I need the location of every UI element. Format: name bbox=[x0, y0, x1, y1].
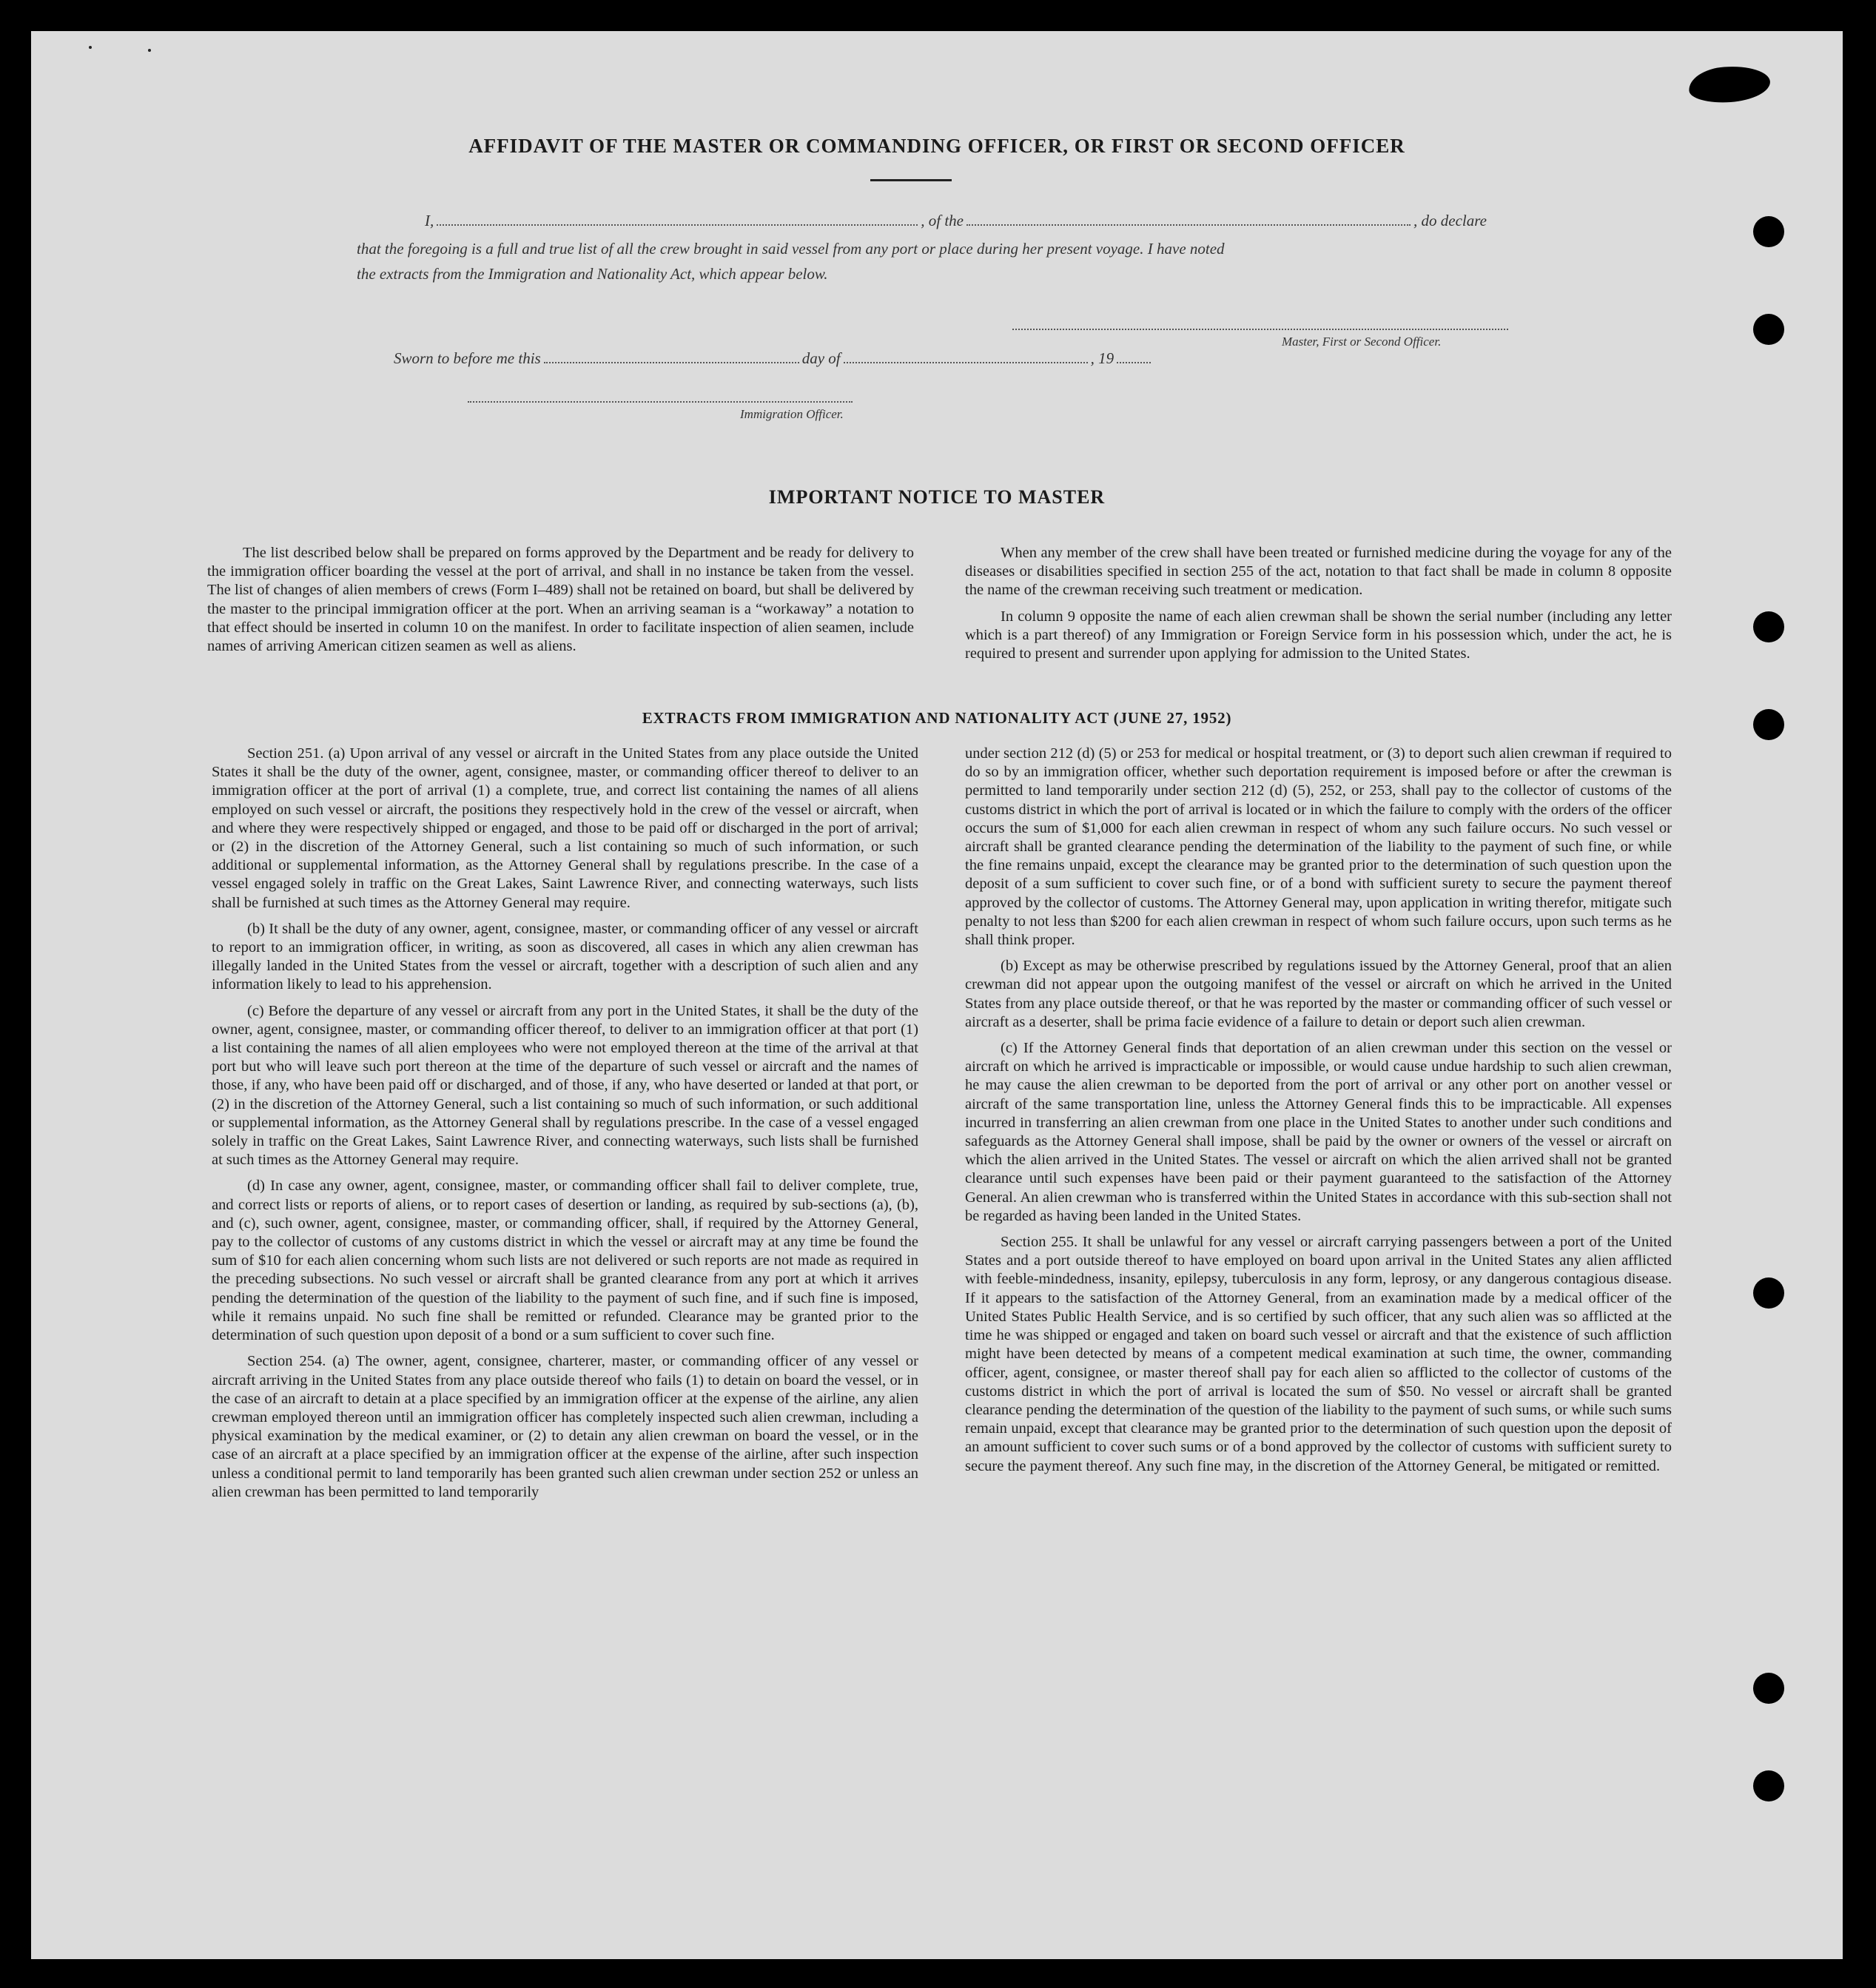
do-declare-label: , do declare bbox=[1413, 212, 1487, 229]
notice-left-column bbox=[207, 544, 914, 663]
punch-hole bbox=[1753, 1277, 1784, 1309]
notice-paragraph: In column 9 opposite the name of each alien crewman shall be shown the serial number (including any letter which is a part thereof) of any Immigration or Foreign Service form in his possession which, under the act, he is required to present and surrender upon applying for admission to the United States. bbox=[965, 608, 1672, 662]
extracts-right-column bbox=[965, 745, 1672, 1483]
extract-paragraph: (c) If the Attorney General finds that deportation of an alien crewman under this section on the vessel or aircraft on which he arrived is impracticable or impossible, or would cause undue hardship to such alien crewman, he may cause the alien crewman to be deported from the port of arrival or any other port on another vessel or aircraft of the same transportation line, unless the Attorney General finds this to be impracticable. All expenses incurred in transferring an alien crewman from one place in the United States to another under such conditions and safeguards as the Attorney General shall impose, shall be paid by the owner or owners of the vessel or aircraft on which the alien arrived in the United States. The vessel or aircraft on which the alien arrived shall not be granted clearance until such expenses have been paid or their payment guaranteed to the satisfaction of the Attorney General. An alien crewman who is transferred within the United States in accordance with this sub-section shall not be regarded as having been landed in the United States. bbox=[965, 1040, 1672, 1224]
affidavit-name-line bbox=[425, 212, 1487, 230]
officer-signature-line[interactable] bbox=[468, 401, 853, 403]
name-field[interactable] bbox=[437, 224, 918, 226]
title-underline bbox=[870, 179, 952, 181]
notice-paragraph: When any member of the crew shall have been treated or furnished medicine during the voyage for any of the diseases or disabilities specified in section 255 of the act, notation to that fact shall be made in column 8 opposite the name of the crewman receiving such treatment or medication. bbox=[965, 545, 1672, 599]
sworn-month-field[interactable] bbox=[844, 361, 1088, 363]
vessel-field[interactable] bbox=[966, 224, 1411, 226]
extract-paragraph: Section 251. (a) Upon arrival of any vessel or aircraft in the United States from any place outside the United States it shall be the duty of the owner, agent, consignee, master, or commanding officer thereof to deliver to an immigration officer at the port of arrival (1) a complete, true, and correct list containing the names of all aliens employed on such vessel or aircraft, the positions they respectively hold in the crew of the vessel or aircraft, when and where they were respectively shipped or engaged, and those to be paid off or discharged in the port of arrival; or (2) in the discretion of the Attorney General, such a list containing so much of such information, or such additional or supplemental information, as the Attorney General shall by regulations prescribe. In the case of a vessel engaged solely in traffic on the Great Lakes, Saint Lawrence River, and connecting waterways, such lists shall be furnished at such times as the Attorney General may require. bbox=[212, 745, 918, 911]
notice-heading: IMPORTANT NOTICE TO MASTER bbox=[768, 486, 1106, 508]
extracts-heading: EXTRACTS FROM IMMIGRATION AND NATIONALITY ACT (JUNE 27, 1952) bbox=[642, 709, 1232, 727]
i-label: I, bbox=[425, 212, 434, 229]
ink-blot bbox=[1687, 64, 1771, 105]
extract-paragraph: under section 212 (d) (5) or 253 for medical or hospital treatment, or (3) to deport such alien crewman if required to do so by an immigration officer, whether such deportation requirement is imposed before or after the crewman is permitted to land temporarily under section 212 (d) (5), 252, or 253, shall pay to the collector of customs of the customs district in which the port of arrival is located or in which the failure to comply with the orders of the officer occurs the sum of $1,000 for each alien crewman in respect of whom any such failure occurs. No such vessel or aircraft shall be granted clearance pending the determination of the liability to the payment of such fine, or while the fine remains unpaid, except the clearance may be granted prior to the determination of such question upon the deposit of a sum sufficient to cover such fine, or of a bond with sufficient surety to secure the payment thereof approved by the collector of customs. The Attorney General may, upon application in writing therefor, mitigate such penalty to not less than $200 for each alien crewman in respect of whom such failure occurs, upon such terms as he shall think proper. bbox=[965, 745, 1672, 949]
extract-paragraph: (b) Except as may be otherwise prescribed by regulations issued by the Attorney General, proof that an alien crewman did not appear upon the outgoing manifest of the vessel or aircraft on which he arrived in the United States from any place outside thereof, or that he was reported by the master or commanding officer of such vessel or aircraft as a deserter, shall be prima facie evidence of a failure to detain or deport such alien crewman. bbox=[965, 958, 1672, 1030]
extract-paragraph: (c) Before the departure of any vessel or aircraft from any port in the United States, it shall be the duty of the owner, agent, consignee, master, or commanding officer thereof, to deliver to an immigration officer at that port (1) a list containing the names of all alien employees who were not employed thereon at the time of the arrival at that port but who will leave such port thereon at the time of the departure of such vessel or aircraft and the names of those, if any, who have been paid off or discharged, and of those, if any, who have deserted or landed at that port, or (2) in the discretion of the Attorney General, such a list containing so much of such information, or such additional or supplemental information, as the Attorney General shall by regulations prescribe. In the case of a vessel engaged solely in traffic on the Great Lakes, Saint Lawrence River, and connecting waterways, such lists shall be furnished at such times as the Attorney General may require. bbox=[212, 1002, 918, 1169]
sworn-day-field[interactable] bbox=[544, 361, 799, 363]
punch-hole bbox=[1753, 1673, 1784, 1704]
extract-paragraph: Section 254. (a) The owner, agent, consignee, charterer, master, or commanding officer of any vessel or aircraft arriving in the United States from any place outside thereof who fails (1) to detain on board the vessel, or in the case of an aircraft to detain at a place specified by an immigration officer at the expense of the airline, any alien crewman employed thereon until an immigration officer has completely inspected such alien crewman, including a physical examination by the medical examiner, or (2) to detain any alien crewman on board the vessel, or in the case of an aircraft at a place specified by an immigration officer at the expense of the airline, after such inspection unless a conditional permit to land temporarily has been granted such alien crewman under section 252 or unless an alien crewman has been permitted to land temporarily bbox=[212, 1353, 918, 1500]
extract-paragraph: (b) It shall be the duty of any owner, agent, consignee, master, or commanding officer of any vessel or aircraft to report to an immigration officer, in writing, as soon as discovered, all cases in which any alien crewman has illegally landed in the United States from the vessel or aircraft, together with a description of such alien and any information likely to lead to his apprehension. bbox=[212, 920, 918, 993]
declaration-line-2: the extracts from the Immigration and Nationality Act, which appear below. bbox=[357, 265, 828, 283]
extract-paragraph: (d) In case any owner, agent, consignee, master, or commanding officer shall fail to deliver complete, true, and correct lists or reports of aliens, or to report cases of desertion or landing, as required by sub-sections (a), (b), and (c), such owner, agent, consignee, master, or commanding officer, shall, if required by the Attorney General, pay to the collector of customs of any customs district in which the vessel or aircraft may at any time be found the sum of $10 for each alien concerning whom such lists are not delivered or such reports are not made as required in the preceding subsections. No such vessel or aircraft shall be granted clearance from any port at which it arrives pending the determination of the question of the liability to the payment of such fine, and if such fine is imposed, while it remains unpaid. No such fine shall be remitted or refunded. Clearance may be granted prior to the determination of such question upon deposit of a bond or a sum sufficient to cover such fine. bbox=[212, 1178, 918, 1344]
document-page bbox=[31, 31, 1843, 1959]
sworn-year-field[interactable] bbox=[1117, 361, 1151, 363]
declaration-line-1: that the foregoing is a full and true list of all the crew brought in said vessel from any port or place during her present voyage. I have noted bbox=[357, 240, 1225, 258]
punch-hole bbox=[1753, 216, 1784, 247]
sworn-line bbox=[394, 349, 1154, 368]
dust-speck bbox=[89, 46, 92, 49]
dust-speck bbox=[148, 49, 151, 52]
notice-right-column bbox=[965, 544, 1672, 671]
punch-hole bbox=[1753, 1770, 1784, 1801]
extract-paragraph: Section 255. It shall be unlawful for any vessel or aircraft carrying passengers between a port of the United States and a port outside thereof to have employed on board upon arrival in the United States any alien afflicted with feeble-mindedness, insanity, epilepsy, tuberculosis in any form, leprosy, or any dangerous contagious disease. If it appears to the satisfaction of the Attorney General, from an examination made by a medical officer of the United States Public Health Service, and is so certified by such officer, that any such alien was so afflicted at the time he was shipped or engaged and taken on board such vessel or aircraft and that the existence of such affliction might have been detected by means of a competent medical examination at such time, the owner, commanding officer, agent, consignee, or master thereof shall pay for each alien so afflicted to the collector of customs of the customs district in which the port of arrival is located the sum of $50. No vessel or aircraft shall be granted clearance pending the determination of the question of the liability to the payment of such sums, or while such sums remain unpaid, except that clearance may be granted prior to the determination of such question upon the deposit of an amount sufficient to cover such sums or of a bond approved by the collector of customs with sufficient surety to secure the payment thereof. Any such fine may, in the discretion of the Attorney General, be mitigated or remitted. bbox=[965, 1234, 1672, 1474]
year-label: , 19 bbox=[1090, 349, 1114, 367]
affidavit-title: AFFIDAVIT OF THE MASTER OR COMMANDING OFFICER, OR FIRST OR SECOND OFFICER bbox=[468, 135, 1405, 157]
notice-paragraph: The list described below shall be prepared on forms approved by the Department and be ready for delivery to the immigration officer boarding the vessel at the port of arrival, and shall in no instance be taken from the vessel. The list of changes of alien members of crews (Form I–489) shall not be retained on board, but shall be delivered by the master to the principal immigration officer at the port. When an arriving seaman is a “workaway” a notation to that effect should be inserted in column 10 on the manifest. In order to facilitate inspection of alien seamen, include names of arriving American citizen seamen as well as aliens. bbox=[207, 545, 914, 655]
extracts-left-column bbox=[212, 745, 918, 1509]
punch-hole bbox=[1753, 314, 1784, 345]
of-the-label: , of the bbox=[921, 212, 964, 229]
officer-signature-label: Immigration Officer. bbox=[740, 407, 844, 421]
punch-hole bbox=[1753, 611, 1784, 642]
master-signature-line[interactable] bbox=[1012, 329, 1508, 330]
day-of-label: day of bbox=[801, 349, 841, 367]
master-signature-label: Master, First or Second Officer. bbox=[1282, 335, 1442, 349]
sworn-label: Sworn to before me this bbox=[394, 349, 541, 367]
